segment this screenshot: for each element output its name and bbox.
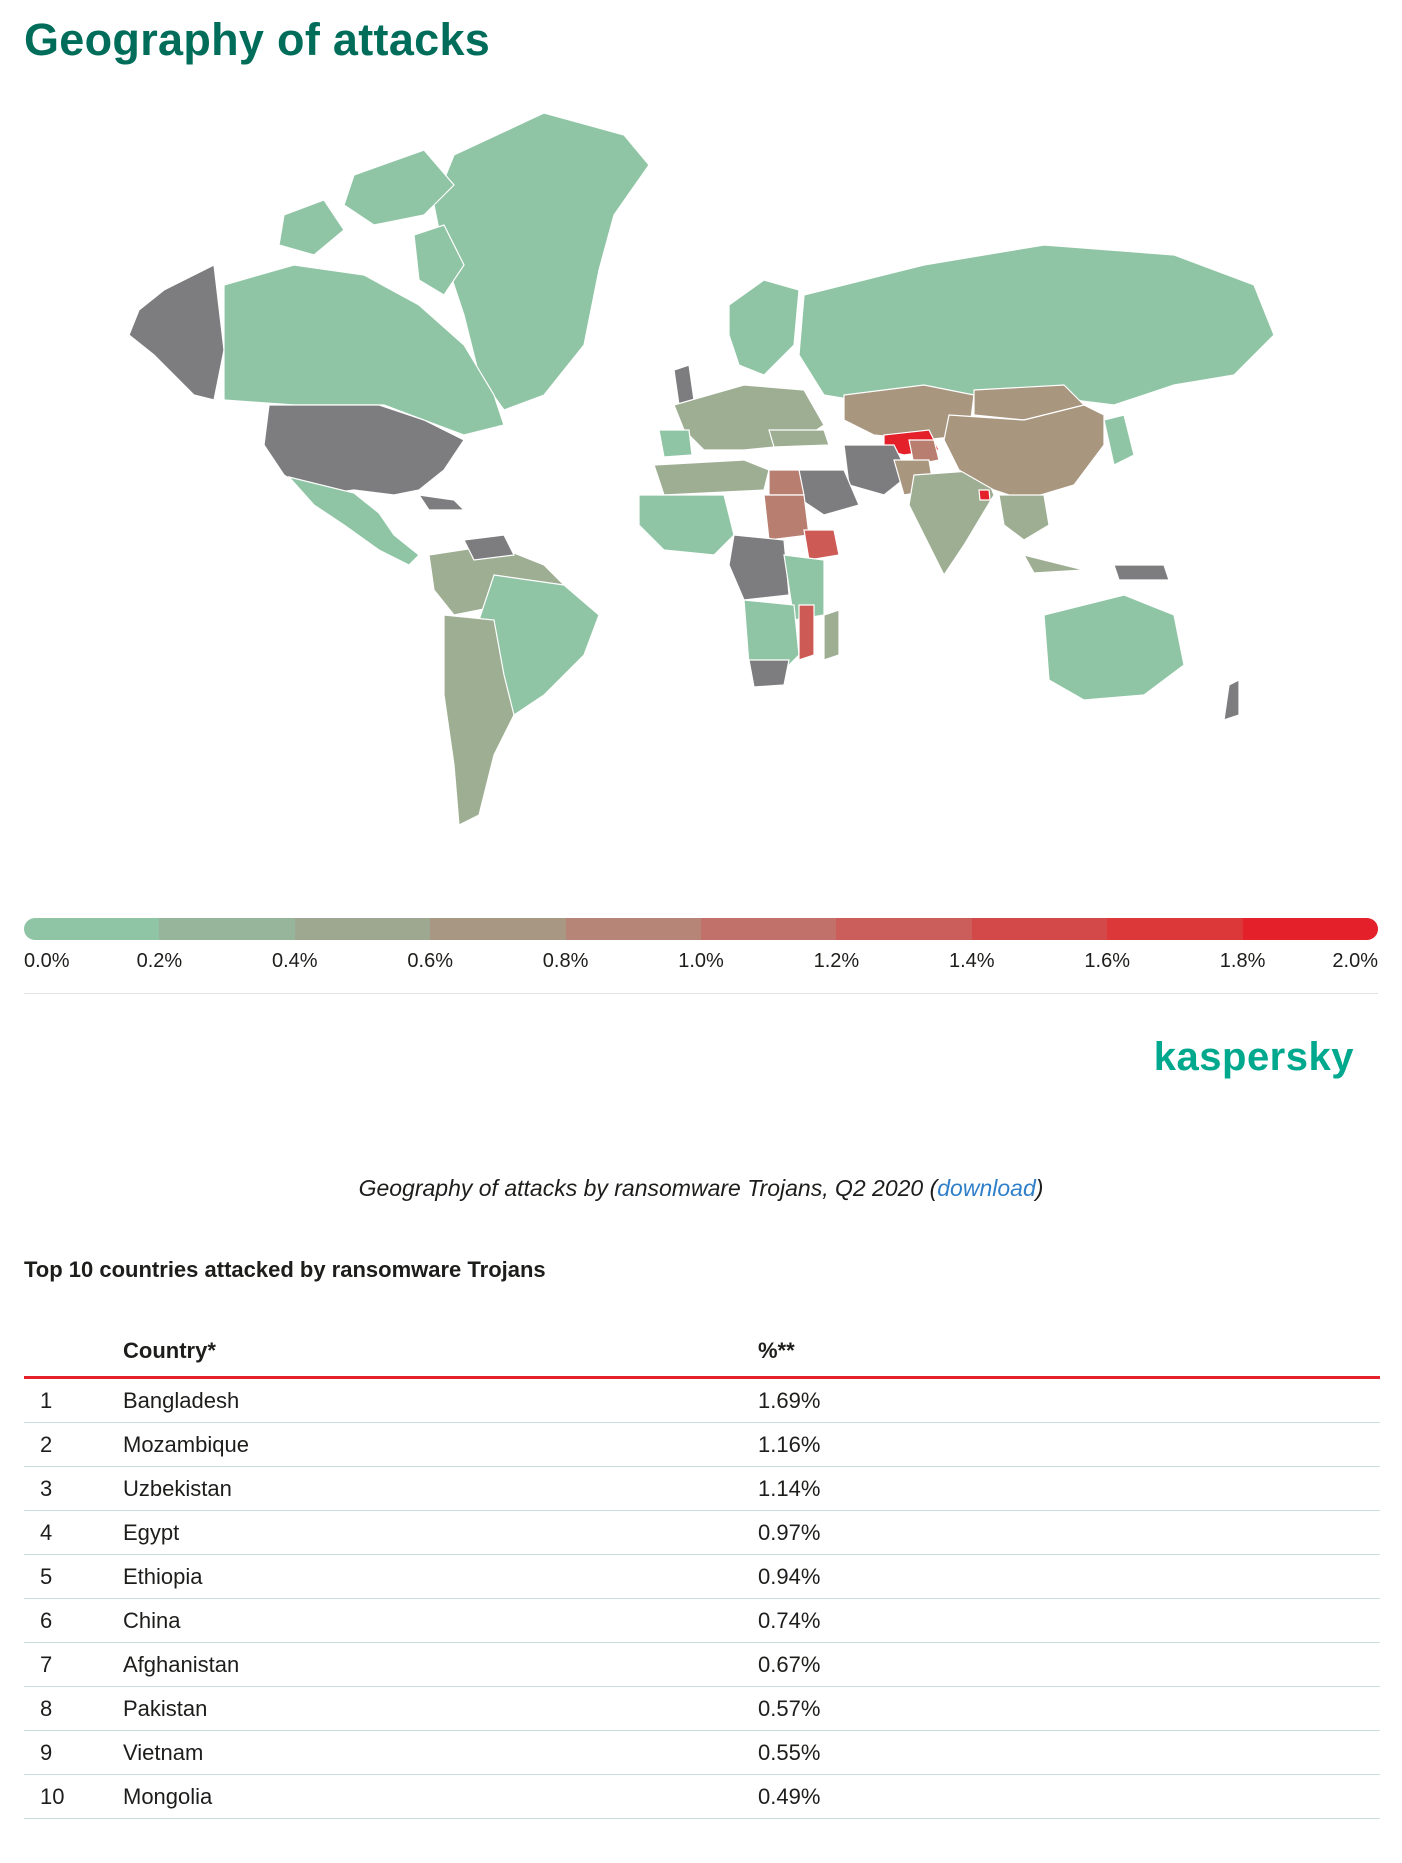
countries-table xyxy=(24,1330,1380,1819)
region-turkey xyxy=(769,430,829,447)
region-uk xyxy=(674,365,694,405)
map-figure xyxy=(24,0,1378,1110)
legend-swatch xyxy=(701,918,836,940)
rank-cell: 2 xyxy=(40,1432,53,1457)
legend-label: 0.6% xyxy=(407,950,453,972)
table-row xyxy=(24,1467,1380,1511)
world-map xyxy=(24,95,1378,895)
figure-caption xyxy=(0,1175,1402,1202)
table-row xyxy=(24,1555,1380,1599)
legend-swatch xyxy=(836,918,971,940)
table-row xyxy=(24,1643,1380,1687)
table-title: Top 10 countries attacked by ransomware Trojans xyxy=(24,1257,546,1282)
rank-cell: 1 xyxy=(40,1388,53,1413)
legend-label: 1.8% xyxy=(1219,950,1266,972)
region-new-guinea xyxy=(1114,565,1169,580)
region-iberia xyxy=(659,430,692,457)
region-bangladesh xyxy=(979,490,990,500)
region-sudan xyxy=(764,495,809,540)
legend-label: 1.6% xyxy=(1084,950,1130,972)
legend-swatch xyxy=(159,918,294,940)
region-russia xyxy=(799,245,1274,405)
rank-cell: 6 xyxy=(40,1608,53,1633)
header-country: Country* xyxy=(123,1338,216,1363)
percent-cell: 0.49% xyxy=(758,1784,821,1809)
region-egypt xyxy=(769,470,804,495)
country-cell: Vietnam xyxy=(123,1740,204,1765)
region-north-africa xyxy=(654,460,769,495)
region-new-zealand xyxy=(1224,680,1239,720)
region-central-africa xyxy=(729,535,789,600)
region-ethiopia xyxy=(804,530,839,560)
rank-cell: 7 xyxy=(40,1652,53,1677)
rank-cell: 10 xyxy=(40,1784,65,1809)
percent-cell: 0.94% xyxy=(758,1564,821,1589)
country-cell: Afghanistan xyxy=(123,1652,240,1677)
table-row xyxy=(24,1731,1380,1775)
rank-cell: 4 xyxy=(40,1520,53,1545)
rank-cell: 5 xyxy=(40,1564,53,1589)
legend-label: 1.0% xyxy=(678,950,724,972)
legend-label: 1.2% xyxy=(813,950,860,972)
percent-cell: 1.16% xyxy=(758,1432,821,1457)
region-alaska xyxy=(129,265,224,400)
percent-cell: 0.74% xyxy=(758,1608,821,1633)
rank-cell: 9 xyxy=(40,1740,53,1765)
download-link[interactable]: download xyxy=(937,1175,1036,1201)
legend-swatch xyxy=(1107,918,1242,940)
divider xyxy=(24,993,1378,994)
legend-swatch xyxy=(566,918,701,940)
percent-cell: 0.57% xyxy=(758,1696,821,1721)
percent-cell: 0.55% xyxy=(758,1740,821,1765)
country-cell: Pakistan xyxy=(123,1696,208,1721)
country-cell: Uzbekistan xyxy=(123,1476,232,1501)
legend-label: 2.0% xyxy=(1332,950,1378,972)
region-mozambique xyxy=(799,605,814,660)
legend-color-scale xyxy=(24,918,1378,940)
country-cell: China xyxy=(123,1608,181,1633)
region-australia xyxy=(1044,595,1184,700)
percent-cell: 1.14% xyxy=(758,1476,821,1501)
table-row xyxy=(24,1687,1380,1731)
table-body xyxy=(24,1379,1380,1819)
legend-swatch xyxy=(1243,918,1378,940)
header-percent: %** xyxy=(758,1338,795,1363)
region-indonesia xyxy=(1024,555,1084,573)
caption-close: ) xyxy=(1035,1175,1044,1201)
percent-cell: 1.69% xyxy=(758,1388,821,1413)
region-south-africa xyxy=(749,660,789,687)
percent-cell: 0.97% xyxy=(758,1520,821,1545)
region-west-africa xyxy=(639,495,734,555)
region-korea-japan xyxy=(1104,415,1134,465)
figure-title: Geography of attacks xyxy=(24,14,491,65)
region-madagascar xyxy=(824,610,839,660)
country-cell: Mongolia xyxy=(123,1784,213,1809)
table-row xyxy=(24,1379,1380,1423)
legend-swatch xyxy=(972,918,1107,940)
region-venezuela xyxy=(464,535,514,560)
region-india xyxy=(909,470,994,575)
table-row xyxy=(24,1423,1380,1467)
legend-swatch xyxy=(295,918,430,940)
table-row xyxy=(24,1511,1380,1555)
legend-label: 0.0% xyxy=(24,950,70,972)
legend-swatch xyxy=(430,918,565,940)
country-cell: Bangladesh xyxy=(123,1388,240,1413)
rank-cell: 8 xyxy=(40,1696,53,1721)
table-row xyxy=(24,1599,1380,1643)
legend-labels xyxy=(24,950,1378,980)
caption-text: Geography of attacks by ransomware Trojans, Q2 2020 ( xyxy=(358,1175,938,1201)
brand-logo: kaspersky xyxy=(1153,1035,1354,1079)
percent-cell: 0.67% xyxy=(758,1652,821,1677)
legend-swatch xyxy=(24,918,159,940)
region-caribbean xyxy=(419,495,464,510)
legend-label: 0.8% xyxy=(542,950,589,972)
country-cell: Mozambique xyxy=(123,1432,249,1457)
legend-label: 1.4% xyxy=(949,950,995,972)
table-row xyxy=(24,1775,1380,1819)
country-cell: Ethiopia xyxy=(123,1564,203,1589)
legend-label: 0.4% xyxy=(272,950,318,972)
legend-label: 0.2% xyxy=(136,950,183,972)
table-header xyxy=(24,1330,1380,1379)
region-se-asia xyxy=(999,495,1049,540)
country-cell: Egypt xyxy=(123,1520,180,1545)
rank-cell: 3 xyxy=(40,1476,53,1501)
region-scandinavia xyxy=(729,280,799,375)
